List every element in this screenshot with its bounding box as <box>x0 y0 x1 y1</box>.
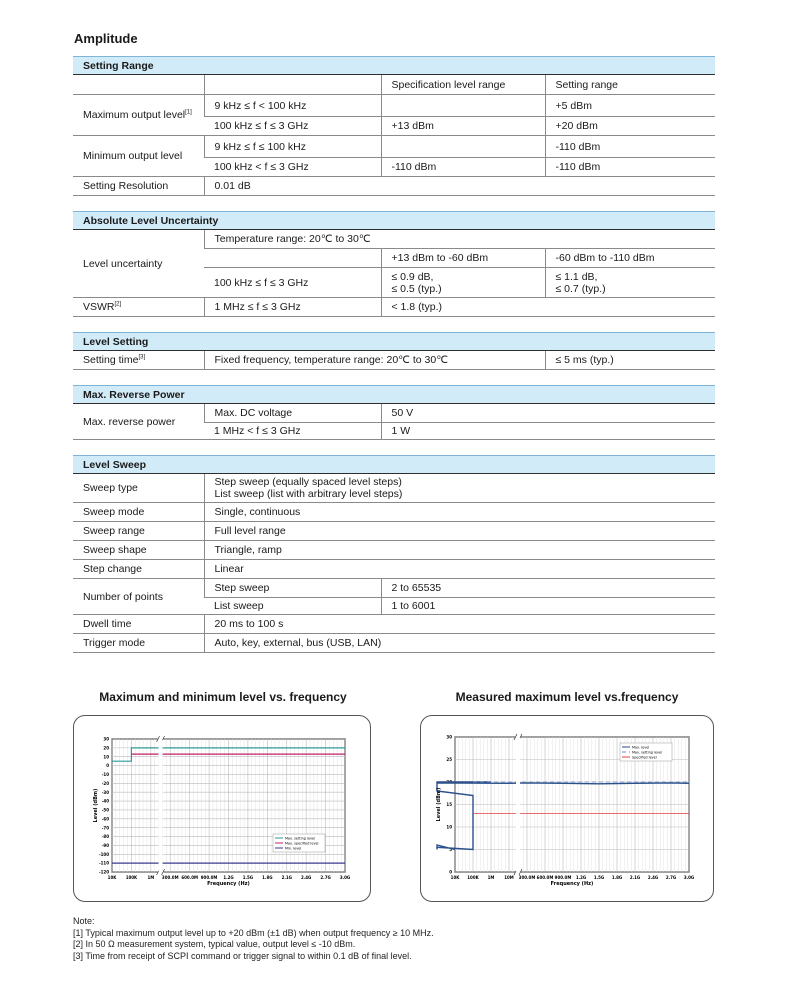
y-tick-label: -110 <box>98 860 109 866</box>
y-tick-label: 0 <box>106 763 109 769</box>
table-row: Step change Linear <box>73 560 715 579</box>
table-row: List sweep 1 to 6001 <box>73 598 715 615</box>
y-axis-label: Level (dBm) <box>436 787 442 822</box>
x-tick-label: 100K <box>467 875 479 880</box>
table-row: Dwell time 20 ms to 100 s <box>73 615 715 634</box>
level-sweep-header: Level Sweep <box>73 456 715 474</box>
col-setting-header: Setting range <box>545 75 715 95</box>
table-row: Trigger mode Auto, key, external, bus (USB, LAN) <box>73 634 715 653</box>
setting-range-column-row <box>73 75 715 95</box>
table-row: Sweep range Full level range <box>73 522 715 541</box>
x-tick-label: 600.0M <box>181 875 198 880</box>
y-tick-label: -70 <box>101 825 109 831</box>
y-tick-label: 0 <box>449 869 452 875</box>
notes-heading: Note: <box>73 916 95 926</box>
x-tick-label: 10K <box>107 875 117 880</box>
table-row: 1 MHz < f ≤ 3 GHz 1 W <box>73 423 715 440</box>
y-tick-label: -10 <box>101 772 109 778</box>
y-tick-label: 30 <box>103 736 109 742</box>
x-tick-label: 2.4G <box>300 875 312 880</box>
x-tick-label: 1.8G <box>262 875 273 880</box>
legend-label: Max. setting level <box>285 836 316 841</box>
table-row: Level uncertainty Temperature range: 20℃ to 30℃ <box>73 230 715 249</box>
legend-label: Max. specified level <box>285 841 319 846</box>
x-tick-label: 1M <box>487 875 495 880</box>
note-1: [1] Typical maximum output level up to +20 dBm (±1 dB) when output frequency ≥ 10 MHz. <box>73 927 434 938</box>
x-tick-label: 900.0M <box>200 875 218 880</box>
y-tick-label: -100 <box>98 851 109 857</box>
x-tick-label: 600.0M <box>536 875 554 880</box>
table-row: +13 dBm to -60 dBm -60 dBm to -110 dBm <box>73 249 715 268</box>
x-tick-label: 100K <box>125 875 138 880</box>
x-tick-label: 2.1G <box>629 875 641 880</box>
reverse-power-header: Max. Reverse Power <box>73 386 715 404</box>
y-tick-label: -60 <box>101 816 109 822</box>
notes <box>73 916 434 962</box>
level-uncertainty-label: Level uncertainty <box>73 230 204 298</box>
col-spec-header: Specification level range <box>381 75 545 95</box>
x-tick-label: 2.1G <box>281 875 292 880</box>
x-tick-label: 300.0M <box>161 875 179 880</box>
y-axis-label: Level (dBm) <box>93 788 99 823</box>
y-tick-label: -30 <box>101 789 109 795</box>
x-tick-label: 3.0G <box>683 875 695 880</box>
x-axis-label: Frequency (Hz) <box>550 881 594 887</box>
x-tick-label: 10K <box>450 875 460 880</box>
note-2: [2] In 50 Ω measurement system, typical value, output level ≤ -10 dBm. <box>73 939 356 949</box>
table-row: 100 kHz < f ≤ 3 GHz -110 dBm -110 dBm <box>73 158 715 177</box>
x-tick-label: 1.2G <box>575 875 587 880</box>
y-tick-label: 15 <box>446 802 452 808</box>
chart-1-title: Maximum and minimum level vs. frequency <box>99 690 347 704</box>
table-row: Maximum output level[1] 9 kHz ≤ f < 100 kHz +5 dBm <box>73 95 715 117</box>
vswr-label: VSWR[2] <box>73 298 204 317</box>
table-row: Setting Resolution 0.01 dB <box>73 177 715 196</box>
x-tick-label: 1M <box>147 875 155 880</box>
y-tick-label: 10 <box>103 754 109 760</box>
chart-1 <box>74 716 370 901</box>
x-tick-label: 10M <box>504 875 514 880</box>
table-row: Setting time[3] Fixed frequency, temperature range: 20℃ to 30℃ ≤ 5 ms (typ.) <box>73 351 715 370</box>
x-tick-label: 2.7G <box>665 875 677 880</box>
table-row: Sweep mode Single, continuous <box>73 503 715 522</box>
x-axis-label: Frequency (Hz) <box>207 881 250 887</box>
x-tick-label: 900.0M <box>554 875 572 880</box>
y-tick-label: 30 <box>446 734 452 740</box>
axis-break-band <box>516 738 520 871</box>
x-tick-label: 1.8G <box>611 875 623 880</box>
legend-label: Specified level <box>632 755 657 760</box>
y-tick-label: 10 <box>446 824 452 830</box>
chart-2-frame <box>420 715 714 902</box>
table-row: VSWR[2] 1 MHz ≤ f ≤ 3 GHz < 1.8 (typ.) <box>73 298 715 317</box>
y-tick-label: -50 <box>101 807 109 813</box>
table-row: Minimum output level 9 kHz ≤ f ≤ 100 kHz -110 dBm <box>73 136 715 158</box>
y-tick-label: -90 <box>101 843 109 848</box>
y-tick-label: 25 <box>446 757 452 763</box>
x-tick-label: 1.5G <box>242 875 254 880</box>
table-row: Sweep type Step sweep (equally spaced level steps) List sweep (list with arbitrary level steps) <box>73 474 715 503</box>
y-tick-label: -20 <box>101 780 109 786</box>
chart-1-frame <box>73 715 371 902</box>
x-tick-label: 3.0G <box>339 875 351 880</box>
x-tick-label: 2.4G <box>647 875 659 880</box>
y-tick-label: -120 <box>98 869 109 875</box>
y-tick-label: 20 <box>103 745 109 751</box>
y-tick-label: 20 <box>446 779 452 785</box>
chart-2-title: Measured maximum level vs.frequency <box>455 690 679 704</box>
x-tick-label: 2.7G <box>320 875 331 880</box>
legend-label: Max. setting level <box>632 750 663 755</box>
legend-label: Max. level <box>632 745 650 750</box>
max-output-label: Maximum output level[1] <box>73 95 204 136</box>
table-row: Max. reverse power Max. DC voltage 50 V <box>73 404 715 423</box>
table-row: 100 kHz ≤ f ≤ 3 GHz ≤ 0.9 dB, ≤ 0.5 (typ.) ≤ 1.1 dB, ≤ 0.7 (typ.) <box>73 268 715 298</box>
setting-range-header: Setting Range <box>73 57 715 75</box>
spec-table <box>73 56 715 653</box>
chart-2 <box>421 716 713 901</box>
x-tick-label: 300.0M <box>518 875 536 880</box>
note-3: [3] Time from receipt of SCPI command or trigger signal to within 0.1 dB of final level. <box>73 950 412 961</box>
table-row: Number of points Step sweep 2 to 65535 <box>73 579 715 598</box>
abs-level-header: Absolute Level Uncertainty <box>73 212 715 230</box>
axis-break-band <box>159 740 163 871</box>
table-row: Sweep shape Triangle, ramp <box>73 541 715 560</box>
min-output-label: Minimum output level <box>73 136 204 177</box>
table-row: 100 kHz ≤ f ≤ 3 GHz +13 dBm +20 dBm <box>73 117 715 136</box>
level-setting-header: Level Setting <box>73 333 715 351</box>
legend-label: Min. level <box>285 846 302 851</box>
x-tick-label: 1.5G <box>593 875 605 880</box>
y-tick-label: -40 <box>101 798 109 804</box>
page-title: Amplitude <box>74 31 138 46</box>
y-tick-label: 5 <box>449 847 452 853</box>
y-tick-label: -80 <box>101 834 109 840</box>
x-tick-label: 1.2G <box>223 875 234 880</box>
